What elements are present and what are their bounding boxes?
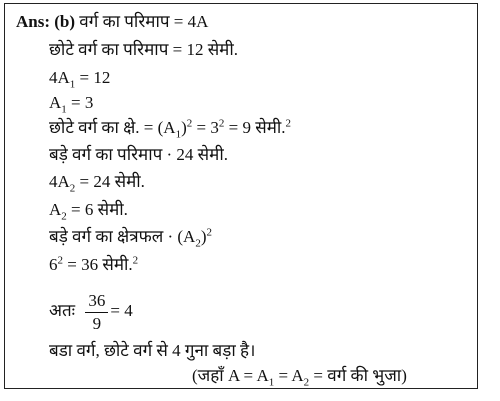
line-2 [49,40,238,60]
line-9-b: ) [200,227,207,246]
line-3-b: = 12 [75,68,111,87]
line-4-b: = 3 [66,93,94,112]
line-3-a: 4A [49,68,70,87]
line-9 [49,226,213,250]
line-5-sup-3: 2 [285,117,292,130]
fraction-denominator: 9 [92,313,102,333]
line-1: वर्ग का परिमाप = 4A [79,12,209,31]
line-7 [49,172,145,195]
line-12-text: बडा वर्ग, छोटे वर्ग से 4 गुना बड़ा है। [49,341,256,360]
line-4-sub: 1 [61,103,67,116]
line-5-b: ) [181,118,187,137]
line-5-c: = 3 [192,118,219,137]
line-10-a: 6 [49,255,58,274]
line-8-a: A [49,200,62,219]
line-7-sub: 2 [69,182,76,195]
answer-heading [16,12,208,32]
line-10 [49,255,138,275]
line-7-b: = 24 सेमी. [75,172,145,191]
line-9-sub: 2 [195,237,201,250]
line-3-sub: 1 [69,78,76,91]
line-13-sub-2: 2 [303,376,310,389]
line-4 [49,93,94,116]
line-8 [49,200,128,223]
fraction-numerator: 36 [85,290,108,313]
line-13-c: = वर्ग की भुजा) [309,366,407,385]
line-11-prefix: अतः [49,301,76,320]
line-3 [49,68,111,91]
line-10-sup-1: 2 [57,254,63,267]
answer-label: Ans: (b) [16,12,76,31]
line-11 [49,286,133,336]
line-5-sup-1: 2 [186,117,193,130]
line-6-text: बड़े वर्ग का परिमाप · 24 सेमी. [49,145,228,164]
line-5-a: छोटे वर्ग का क्षे. = (A [49,118,176,137]
line-9-a: बड़े वर्ग का क्षेत्रफल · (A [49,227,196,246]
fraction [85,290,108,335]
line-5 [49,117,292,141]
line-8-sub: 2 [61,210,67,223]
line-5-sub: 1 [175,128,182,141]
line-10-sup-2: 2 [132,254,139,267]
answer-box [4,3,478,389]
line-5-d: = 9 सेमी. [224,118,286,137]
line-7-a: 4A [49,172,70,191]
line-2-text: छोटे वर्ग का परिमाप = 12 सेमी. [49,40,239,59]
line-13-sub-1: 1 [268,376,275,389]
line-13-b: = A [274,366,304,385]
line-13-a: (जहाँ A = A [192,366,269,385]
line-4-a: A [49,93,62,112]
line-5-sup-2: 2 [218,117,225,130]
line-10-b: = 36 सेमी. [63,255,133,274]
line-6 [49,145,228,165]
line-13 [192,366,407,389]
line-9-sup: 2 [206,226,213,239]
line-8-b: = 6 सेमी. [66,200,128,219]
line-11-result: = 4 [110,301,133,320]
line-12 [49,341,255,361]
